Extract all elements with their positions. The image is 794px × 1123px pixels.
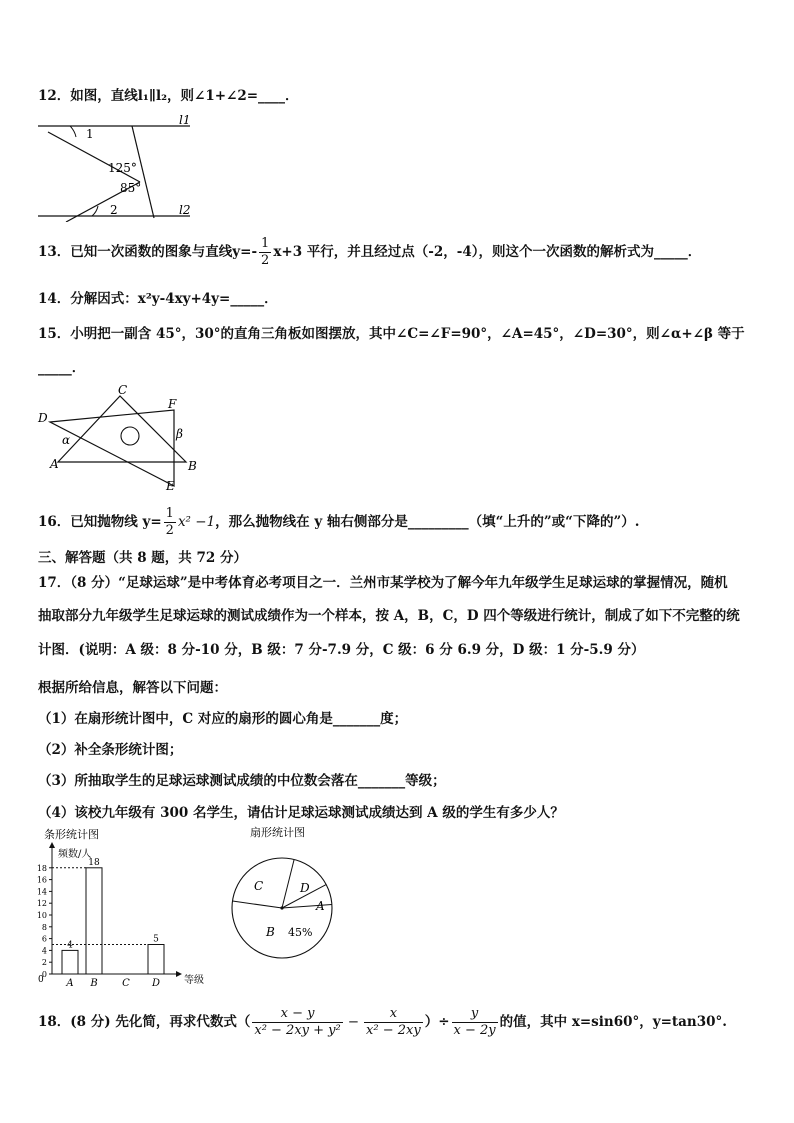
q12-angle-2: 2: [110, 203, 118, 217]
q13-text: [38, 236, 701, 269]
bar-D: [148, 945, 164, 975]
q15-label-alpha: α: [62, 433, 71, 447]
bar-chart-ytick-label: 8: [41, 922, 47, 932]
bar-data-label-B: 18: [88, 857, 100, 868]
bar-category-label-B: B: [90, 978, 98, 989]
bar-B: [86, 868, 102, 974]
q15-triangle-dfe: [50, 410, 174, 486]
q18-divide: ）÷: [424, 1014, 450, 1030]
pie-chart-title: 扇形统计图: [250, 826, 305, 839]
q13-fraction: $\frac{1}{2}$: [261, 236, 270, 268]
bar-chart-ytick-label: 18: [36, 863, 47, 873]
bar-chart-ytick-label: 10: [36, 911, 47, 920]
q13-pre: 13．已知一次函数的图象与直线y=-: [38, 244, 258, 260]
q18-fraction-1: $\frac{x - y}{\text{x² − 2xy + y²}}$: [254, 1006, 341, 1038]
pie-label-A: A: [316, 899, 325, 913]
q15-label-beta: β: [176, 427, 183, 441]
bar-chart-origin: 0: [38, 975, 44, 985]
q15-circle: [121, 427, 139, 445]
bar-chart-ytick-label: 4: [41, 946, 47, 956]
bar-category-label-D: D: [151, 978, 161, 989]
q16-fraction: $\frac{1}{2}$: [165, 506, 174, 538]
q18-fraction-2: $\frac{x}{\text{x² − 2xy}}$: [366, 1006, 421, 1038]
q17-sub1: （1）在扇形统计图中，C 对应的扇形的圆心角是_______度；: [38, 711, 408, 727]
q18-minus: −: [347, 1014, 360, 1030]
q15-triangle-acb: [58, 396, 186, 462]
q17-line3: 计图．(说明：A 级：8 分-10 分，B 级：7 分-7.9 分，C 级：6 分 6.9 分，D 级：1 分-5.9 分）: [38, 642, 645, 658]
q18-pre: 18．(8 分) 先化简，再求代数式（: [38, 1014, 251, 1030]
pie-label-B: B: [266, 925, 275, 939]
q18-fraction-3: $\frac{y}{x - 2y}$: [453, 1006, 496, 1038]
q16-post: ，那么抛物线在 y 轴右侧部分是_________（填“上升的”或“下降的”）.: [215, 514, 640, 530]
q12-angle-85: 85°: [120, 181, 142, 195]
bar-data-label-D: 5: [153, 934, 159, 945]
q12-label-l2: l2: [179, 203, 191, 217]
q12-angle-1: 1: [86, 127, 94, 141]
q14-text: 14．分解因式：x²y-4xy+4y=_____．: [38, 291, 278, 307]
bar-category-label-A: A: [66, 978, 74, 989]
q17-sub4: （4）该校九年级有 300 名学生，请估计足球运球测试成绩达到 A 级的学生有多少人？: [38, 805, 564, 821]
pie-center: [280, 906, 283, 909]
bar-data-label-A: 4: [67, 940, 73, 951]
q15-label-D: D: [38, 411, 48, 425]
q17-line1: 17．（8 分）“足球运球”是中考体育必考项目之一．兰州市某学校为了解今年九年级学生足球运球的掌握情况，随机: [38, 575, 728, 591]
q17-line2: 抽取部分九年级学生足球运球的测试成绩作为一个样本，按 A，B，C，D 四个等级进行统计，制成了如下不完整的统: [38, 608, 740, 624]
q15-label-A: A: [50, 457, 59, 471]
q12-label-l1: l1: [179, 113, 191, 127]
q17-sub2: （2）补全条形统计图；: [38, 742, 183, 758]
q15-label-E: E: [166, 479, 175, 493]
pie-label-C: C: [254, 879, 264, 893]
q12-angle-125: 125°: [108, 161, 137, 175]
bar-chart-y-arrow: [49, 842, 55, 848]
bar-chart-ytick-label: 0: [41, 970, 47, 979]
bar-chart-ytick-label: 2: [41, 958, 47, 968]
q16-expr: x² −1: [177, 514, 216, 530]
pie-chart: [224, 824, 354, 974]
pie-label-D: D: [300, 881, 310, 895]
q13-post: x+3 平行，并且经过点（-2，-4），则这个一次函数的解析式为_____．: [273, 244, 702, 260]
pie-annotation: 45%: [288, 926, 313, 939]
bar-chart-title: 条形统计图: [44, 828, 99, 841]
q17-sub3: （3）所抽取学生的足球运球测试成绩的中位数会落在_______等级；: [38, 773, 446, 789]
q15-figure: [34, 382, 210, 496]
bar-chart-ytick-label: 14: [36, 887, 47, 897]
q12-text: 12．如图，直线l₁∥l₂，则∠1+∠2=____．: [38, 88, 299, 104]
q16-text: [38, 506, 639, 539]
bar-chart-x-arrow: [176, 971, 182, 977]
bar-chart-ytick-label: 6: [41, 934, 47, 944]
bar-chart-ytick-label: 16: [36, 875, 47, 885]
q12-figure: [36, 110, 196, 222]
q18-post: 的值，其中 x=sin60°，y=tan30°.: [499, 1014, 727, 1030]
bar-chart: [30, 826, 220, 992]
q15-label-C: C: [118, 383, 128, 397]
bar-A: [62, 950, 78, 974]
q15-label-B: B: [188, 459, 197, 473]
q17-intro: 根据所给信息，解答以下问题：: [38, 680, 227, 696]
bar-chart-ylabel: 频数/人: [58, 849, 92, 860]
q15-line2: _____．: [38, 360, 86, 376]
bar-chart-ytick-label: 12: [36, 899, 47, 909]
q16-pre: 16．已知抛物线 y=: [38, 514, 162, 530]
bar-category-label-C: C: [122, 978, 130, 989]
q15-line1: 15．小明把一副含 45°，30°的直角三角板如图摆放，其中∠C=∠F=90°，∠A=45°，∠D=30°，则∠α+∠β 等于: [38, 326, 745, 342]
q18-text: [38, 1006, 727, 1039]
q15-label-F: F: [168, 397, 177, 411]
bar-chart-xlabel: 等级: [184, 975, 204, 986]
section-title: 三、解答题（共 8 题，共 72 分）: [38, 550, 247, 566]
